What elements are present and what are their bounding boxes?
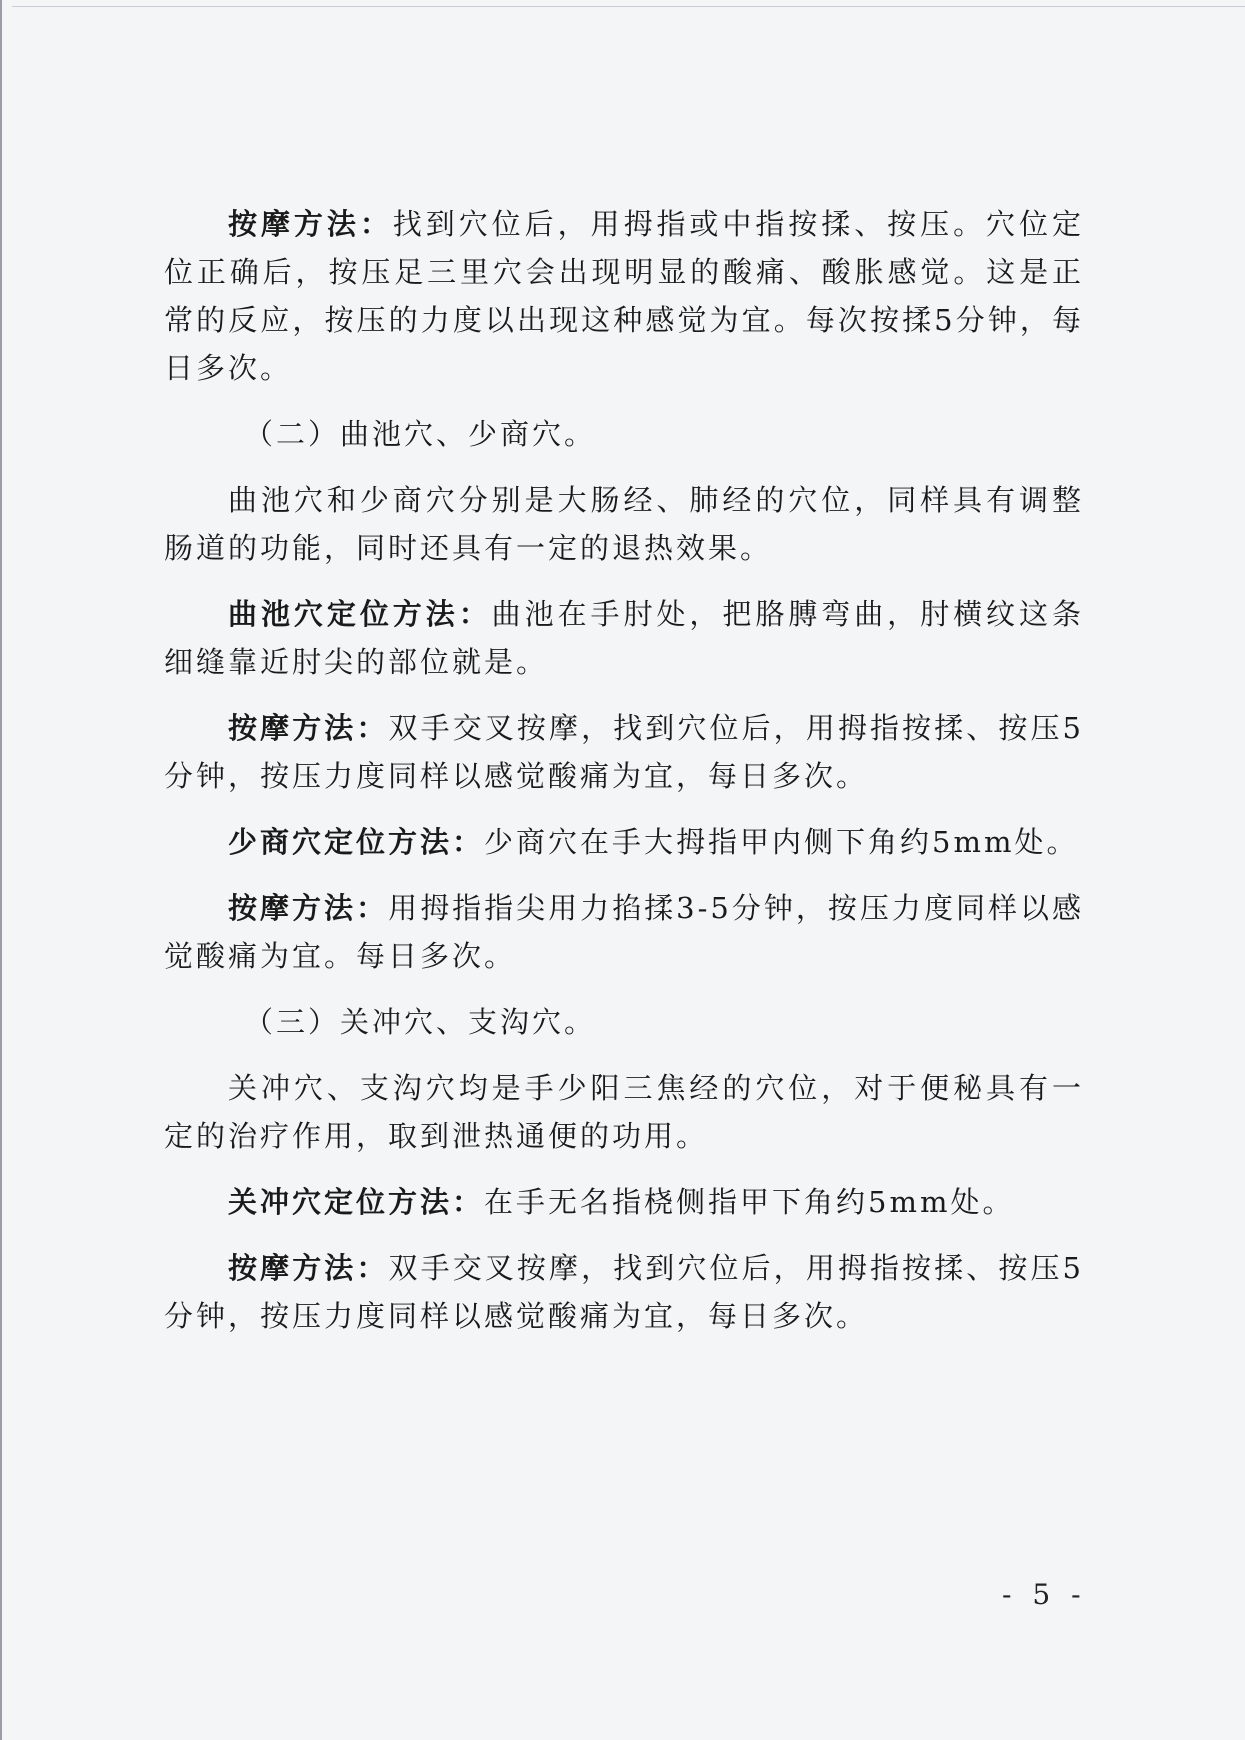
paragraph-label: 按摩方法： bbox=[228, 1251, 389, 1285]
paragraph-text: 关冲穴、支沟穴均是手少阳三焦经的穴位，对于便秘具有一定的治疗作用，取到泄热通便的功用。 bbox=[164, 1071, 1084, 1153]
scan-edge-line bbox=[12, 6, 1245, 7]
paragraph-text: 在手无名指桡侧指甲下角约5mm处。 bbox=[484, 1185, 1015, 1219]
paragraph-quchi-location bbox=[164, 590, 1084, 686]
paragraph-text: 双手交叉按摩，找到穴位后，用拇指按揉、按压5分钟，按压力度同样以感觉酸痛为宜，每日多次。 bbox=[164, 711, 1084, 793]
section-heading-2: （二）曲池穴、少商穴。 bbox=[244, 417, 597, 451]
paragraph-label: 曲池穴定位方法： bbox=[228, 597, 492, 631]
paragraph-shaoshang-location bbox=[164, 818, 1084, 866]
paragraph-label: 按摩方法： bbox=[228, 207, 393, 241]
paragraph-label: 按摩方法： bbox=[228, 891, 389, 925]
paragraph-text: 用拇指指尖用力掐揉3-5分钟，按压力度同样以感觉酸痛为宜。每日多次。 bbox=[164, 891, 1084, 973]
paragraph-text: 双手交叉按摩，找到穴位后，用拇指按揉、按压5分钟，按压力度同样以感觉酸痛为宜，每日多次。 bbox=[164, 1251, 1084, 1333]
paragraph-guanchong-zhigou-intro bbox=[164, 1064, 1084, 1160]
paragraph-massage-method-4 bbox=[164, 1244, 1084, 1340]
paragraph-guanchong-location bbox=[164, 1178, 1084, 1226]
paragraph-massage-method-2 bbox=[164, 704, 1084, 800]
paragraph-label: 关冲穴定位方法： bbox=[228, 1185, 485, 1219]
paragraph-massage-method-3 bbox=[164, 884, 1084, 980]
paragraph-quchi-shaoshang-intro bbox=[164, 476, 1084, 572]
document-body bbox=[164, 200, 1084, 1358]
paragraph-label: 少商穴定位方法： bbox=[228, 825, 485, 859]
paragraph-text: 找到穴位后，用拇指或中指按揉、按压。穴位定位正确后，按压足三里穴会出现明显的酸痛、酸胀感觉。这是正常的反应，按压的力度以出现这种感觉为宜。每次按揉5分钟，每日多次。 bbox=[164, 207, 1084, 385]
section-heading-3: （三）关冲穴、支沟穴。 bbox=[244, 1005, 597, 1039]
page-number: - 5 - bbox=[1002, 1578, 1087, 1611]
paragraph-massage-method-1 bbox=[164, 200, 1084, 392]
paragraph-text: 曲池在手肘处，把胳膊弯曲，肘横纹这条细缝靠近肘尖的部位就是。 bbox=[164, 597, 1084, 679]
paragraph-text: 少商穴在手大拇指甲内侧下角约5mm处。 bbox=[484, 825, 1079, 859]
paragraph-text: 曲池穴和少商穴分别是大肠经、肺经的穴位，同样具有调整肠道的功能，同时还具有一定的退热效果。 bbox=[164, 483, 1084, 565]
paragraph-label: 按摩方法： bbox=[228, 711, 389, 745]
